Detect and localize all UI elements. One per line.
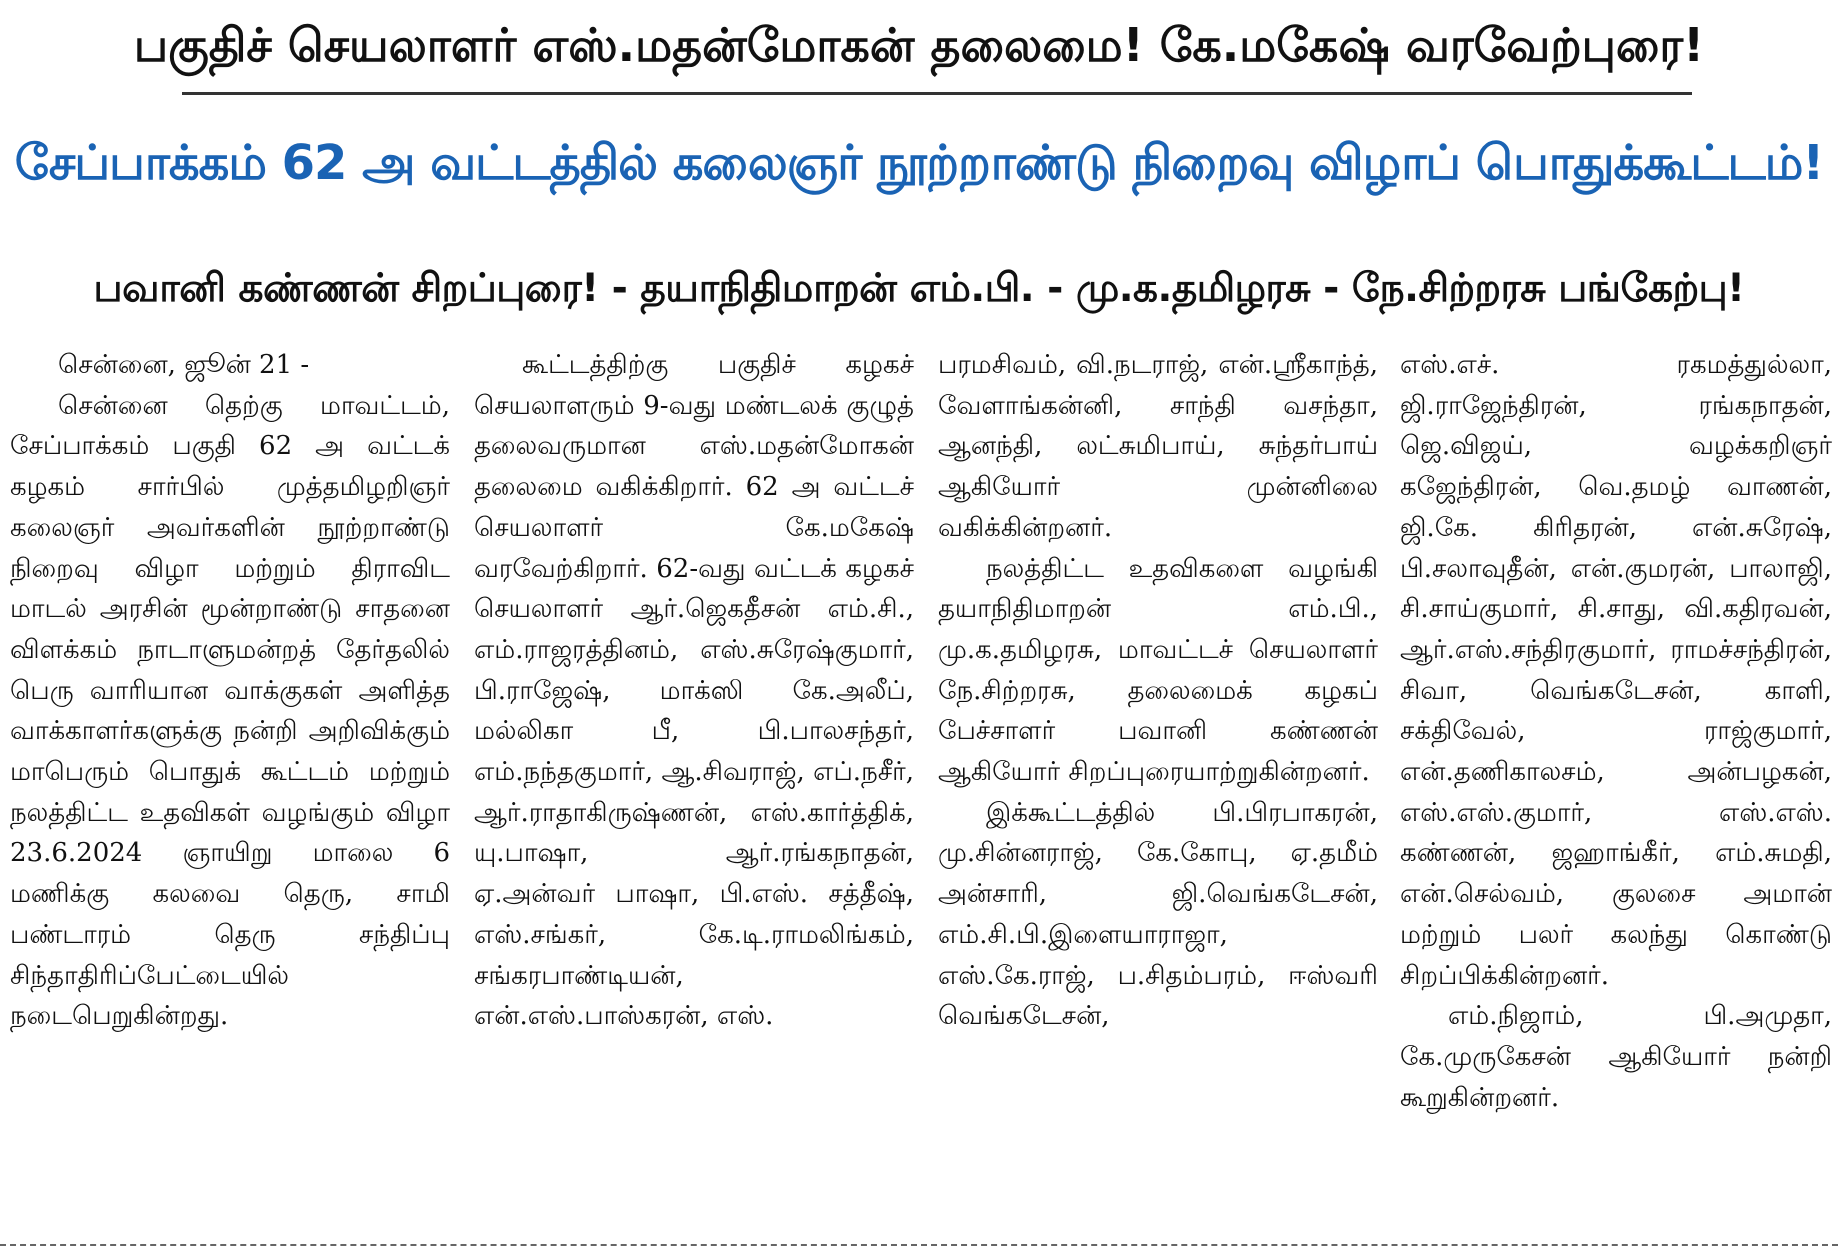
article-paragraph: நலத்திட்ட உதவிகளை வழங்கி தயாநிதிமாறன் எம்.பி., மு.க.தமிழரசு, மாவட்டச் செயலாளர் நே.சிற்றரசு, தலைமைக் கழகப் பேச்சாளர் பவானி கண்ணன் ஆகியோர் சிறப்புரையாற்றுகின்றனர். bbox=[938, 553, 1378, 788]
article-paragraph: எம்.நிஜாம், பி.அமுதா, கே.முருகேசன் ஆகியோர் நன்றி கூறுகின்றனர். bbox=[1400, 1001, 1832, 1113]
article-paragraph: கூட்டத்திற்கு பகுதிச் கழகச் செயலாளரும் 9-வது மண்டலக் குழுத் தலைவருமான எஸ்.மதன்மோகன் தலைமை வகிக்கிறார். 62 அ வட்டச் செயலாளர் கே.மகேஷ் வரவேற்கிறார். 62-வது வட்டக் கழகச் செயலாளர் ஆர்.ஜெகதீசன் எம்.சி., எம்.ராஜரத்தினம், எஸ்.சுரேஷ்குமார், பி.ராஜேஷ், மாக்ஸி கே.அலீப், மல்லிகா பீ, பி.பாலசந்தர், எம்.நந்தகுமார், ஆ.சிவராஜ், எப்.நசீர், ஆர்.ராதாகிருஷ்ணன், எஸ்.கார்த்திக், யு.பாஷா, ஆர்.ரங்கநாதன், ஏ.அன்வர் பாஷா, பி.எஸ். சத்தீஷ், எஸ்.சங்கர், கே.டி.ராமலிங்கம், சங்கரபாண்டியன், என்.எஸ்.பாஸ்கரன், எஸ். bbox=[474, 350, 914, 1032]
article-column-4 bbox=[1400, 345, 1832, 1118]
article-paragraph: எஸ்.எச். ரகமத்துல்லா, ஜி.ராஜேந்திரன், ரங்கநாதன், ஜெ.விஜய், வழக்கறிஞர் கஜேந்திரன், வெ.தமழ் வாணன், ஜி.கே. கிரிதரன், என்.சுரேஷ், பி.சலாவுதீன், என்.குமரன், பாலாஜி, சி.சாய்குமார், சி.சாது, வி.கதிரவன், ஆர்.எஸ்.சந்திரகுமார், ராமச்சந்திரன், சிவா, வெங்கடேசன், காளி, சக்திவேல், ராஜ்குமார், என்.தணிகாலசம், அன்பழகன், எஸ்.எஸ்.குமார், எஸ்.எஸ். கண்ணன், ஜஹாங்கீர், எம்.சுமதி, என்.செல்வம், குலசை அமான் மற்றும் பலர் கலந்து கொண்டு சிறப்பிக்கின்றனர். bbox=[1400, 350, 1832, 991]
article-paragraph: பரமசிவம், வி.நடராஜ், என்.ஸ்ரீகாந்த், வேளாங்கன்னி, சாந்தி வசந்தா, ஆனந்தி, லட்சுமிபாய், சுந்தர்பாய் ஆகியோர் முன்னிலை வகிக்கின்றனர். bbox=[938, 350, 1378, 543]
main-headline: சேப்பாக்கம் 62 அ வட்டத்தில் கலைஞர் நூற்றாண்டு நிறைவு விழாப் பொதுக்கூட்டம்! bbox=[14, 135, 1824, 191]
article-paragraph: சென்னை தெற்கு மாவட்டம், சேப்பாக்கம் பகுதி 62 அ வட்டக் கழகம் சார்பில் முத்தமிழறிஞர் கலைஞர் அவர்களின் நூற்றாண்டு நிறைவு விழா மற்றும் திராவிட மாடல் அரசின் மூன்றாண்டு சாதனை விளக்கம் நாடாளுமன்றத் தேர்தலில் பெரு வாரியான வாக்குகள் அளித்த வாக்காளர்களுக்கு நன்றி அறிவிக்கும் மாபெரும் பொதுக் கூட்டம் மற்றும் நலத்திட்ட உதவிகள் வழங்கும் விழா 23.6.2024 ஞாயிறு மாலை 6 மணிக்கு கலவை தெரு, சாமி பண்டாரம் தெரு சந்திப்பு சிந்தாதிரிப்பேட்டையில் நடைபெறுகின்றது. bbox=[10, 390, 450, 1032]
article-column-2 bbox=[474, 345, 914, 1037]
dateline: சென்னை, ஜூன் 21 - bbox=[58, 350, 310, 380]
article-paragraph: இக்கூட்டத்தில் பி.பிரபாகரன், மு.சின்னராஜ், கே.கோபு, ஏ.தமீம் அன்சாரி, ஜி.வெங்கடேசன், எம்.சி.பி.இளையாராஜா, எஸ்.கே.ராஜ், ப.சிதம்பரம், ஈஸ்வரி வெங்கடேசன், bbox=[938, 797, 1378, 1032]
article-body bbox=[0, 345, 1838, 1225]
bottom-dashed-divider bbox=[0, 1244, 1838, 1246]
article-column-1 bbox=[10, 345, 450, 1037]
top-headline: பகுதிச் செயலாளர் எஸ்.மதன்மோகன் தலைமை! கே.மகேஷ் வரவேற்புரை! bbox=[133, 18, 1705, 72]
article-column-3 bbox=[938, 345, 1378, 1037]
sub-headline: பவானி கண்ணன் சிறப்புரை! - தயாநிதிமாறன் எம்.பி. - மு.க.தமிழரசு - நே.சிற்றரசு பங்கேற்பு! bbox=[93, 266, 1745, 311]
headline-divider bbox=[182, 92, 1692, 95]
